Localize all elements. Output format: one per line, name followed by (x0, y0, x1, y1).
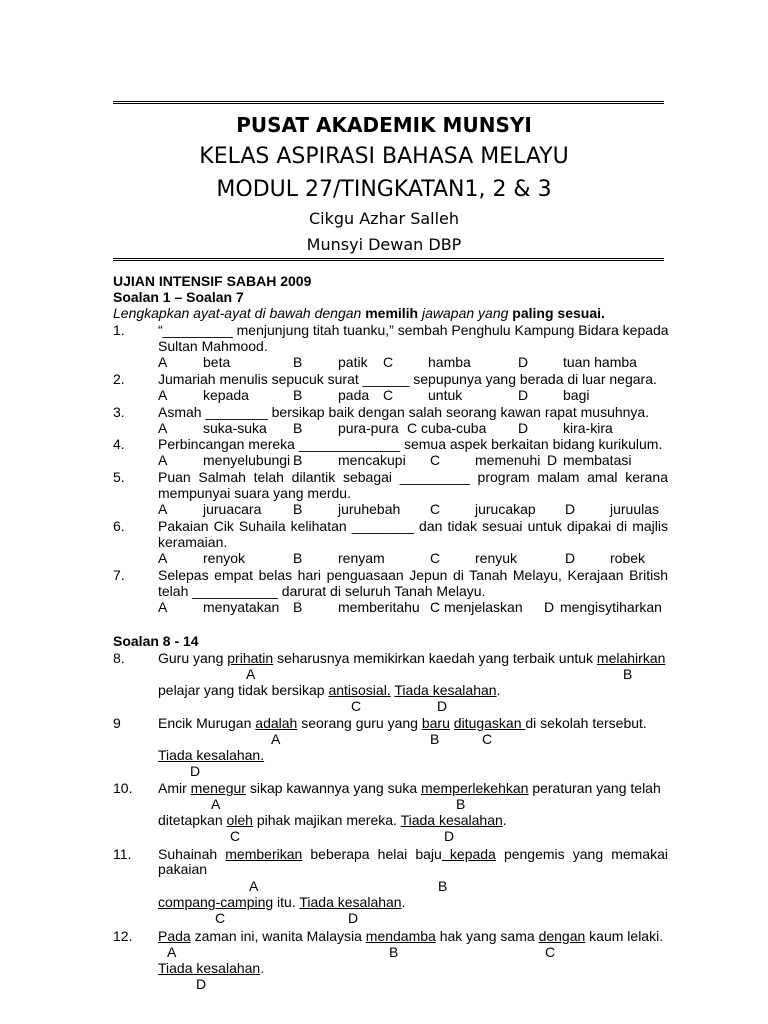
section-1-title: Soalan 1 – Soalan 7 (113, 289, 244, 305)
q9-marker-c: C (482, 731, 493, 747)
q11-text: itu. (273, 894, 300, 910)
q9-marker-b: B (430, 731, 440, 747)
q11-underlined-word: compang-camping (158, 894, 274, 910)
question-11-line-1 (158, 846, 668, 862)
question-3-text: Asmah ________ bersikap baik dengan salah seorang kawan rapat musuhnya. (158, 404, 650, 420)
q9-underlined-word: ditugaskan (453, 715, 526, 731)
q10-text: Amir (158, 780, 191, 796)
q8-text: pelajar yang tidak bersikap (158, 682, 329, 698)
q10-marker-b: B (456, 796, 466, 812)
option-text: renyam (338, 550, 385, 566)
question-1-number: 1. (113, 322, 125, 338)
question-5-text-cont: mempunyai suara yang merdu. (158, 485, 351, 501)
option-text: memenuhi (475, 452, 541, 468)
option-text: menyatakan (203, 599, 280, 615)
q10-underlined-word: memperlekehkan (421, 780, 529, 796)
option-text: tuan hamba (563, 354, 637, 370)
q10-underlined-word: oleh (226, 812, 253, 828)
q12-marker-c: C (545, 944, 556, 960)
option-letter: D (518, 420, 529, 436)
option-letter: B (293, 420, 303, 436)
option-text: robek (610, 550, 646, 566)
question-7-number: 7. (113, 567, 125, 583)
question-5-number: 5. (113, 469, 125, 485)
option-letter: A (158, 599, 168, 615)
option-letter: D (565, 501, 576, 517)
q10-text: . (502, 812, 507, 828)
q8-underlined-word: melahirkan (596, 650, 666, 666)
q12-underlined-word: Tiada kesalahan (158, 960, 261, 976)
option-text: suka-suka (203, 420, 267, 436)
option-letter: D (544, 599, 555, 615)
question-9-line-2 (158, 747, 264, 763)
question-10-line-1 (158, 780, 661, 796)
option-letter: C (407, 420, 418, 436)
q12-marker-d: D (196, 976, 207, 992)
option-letter: C (383, 387, 394, 403)
option-letter: A (158, 550, 168, 566)
q12-underlined-word: dengan (538, 928, 586, 944)
q11-text: Suhainah (158, 846, 226, 862)
q9-text: seorang guru yang (297, 715, 422, 731)
instruction-part-2: memilih (365, 305, 419, 321)
option-text: pura-pura (338, 420, 399, 436)
q8-underlined-word: antisosial. (328, 682, 391, 698)
question-7-text: Selepas empat belas hari penguasaan Jepun di Tanah Melayu, Kerajaan British (158, 567, 668, 583)
option-text: memberitahu (338, 599, 420, 615)
question-3-number: 3. (113, 404, 125, 420)
option-text: beta (203, 354, 231, 370)
option-text: C menjelaskan (430, 599, 523, 615)
q12-marker-b: B (389, 944, 399, 960)
option-letter: D (518, 387, 529, 403)
header-line-2: KELAS ASPIRASI BAHASA MELAYU (199, 144, 569, 169)
instruction-part-4: paling sesuai. (512, 305, 605, 321)
question-8-line-2 (158, 682, 500, 698)
q11-marker-a: A (249, 878, 259, 894)
option-text: renyuk (475, 550, 518, 566)
q8-marker-c: C (351, 698, 362, 714)
question-11-number: 11. (113, 846, 132, 862)
option-text: hamba (428, 354, 471, 370)
question-10-number: 10. (113, 780, 133, 796)
option-text: mengisytiharkan (560, 599, 662, 615)
q8-marker-a: A (246, 666, 256, 682)
question-10-line-2 (158, 812, 507, 828)
q12-marker-a: A (167, 944, 177, 960)
instruction-part-3: jawapan yang (418, 305, 513, 321)
q8-marker-b: B (623, 666, 633, 682)
option-text: renyok (203, 550, 246, 566)
question-11-line-2 (158, 894, 405, 910)
q9-underlined-word: adalah (255, 715, 298, 731)
option-text: membatasi (563, 452, 632, 468)
option-letter: B (293, 452, 303, 468)
option-text: juruhebah (338, 501, 401, 517)
option-text: juruulas (610, 501, 660, 517)
option-letter: A (158, 420, 168, 436)
option-text: pada (338, 387, 370, 403)
q10-marker-a: A (211, 796, 221, 812)
q9-text: di sekolah tersebut. (525, 715, 647, 731)
option-text: bagi (563, 387, 590, 403)
instruction-part-1: Lengkapkan ayat-ayat di bawah dengan (113, 305, 366, 321)
q11-text: . (401, 894, 406, 910)
q11-underlined-word: Tiada kesalahan (299, 894, 402, 910)
q12-text: . (260, 960, 265, 976)
q9-text: Encik Murugan (158, 715, 256, 731)
option-letter: A (158, 452, 168, 468)
header-line-1: PUSAT AKADEMIK MUNSYI (236, 113, 532, 137)
exam-title: UJIAN INTENSIF SABAH 2009 (113, 273, 312, 289)
question-4-text: Perbincangan mereka _____________ semua aspek berkaitan bidang kurikulum. (158, 436, 663, 452)
question-6-text-cont: keramaian. (158, 534, 228, 550)
question-11-line-1b: pakaian (158, 861, 208, 877)
q10-marker-d: D (444, 828, 455, 844)
option-text: cuba-cuba (421, 420, 487, 436)
q11-marker-c: C (215, 910, 226, 926)
question-1-text: “_________ menjunjung titah tuanku,” sembah Penghulu Kampung Bidara kepada (158, 322, 669, 338)
q11-underlined-word: kepada (441, 846, 496, 862)
q10-text: peraturan yang telah (528, 780, 661, 796)
question-8-number: 8. (113, 650, 125, 666)
question-12-line-1 (158, 928, 663, 944)
option-text: untuk (428, 387, 463, 403)
option-text: kira-kira (563, 420, 613, 436)
header-line-5: Munsyi Dewan DBP (306, 235, 462, 254)
q11-underlined-word: memberikan (225, 846, 303, 862)
option-letter: C (383, 354, 394, 370)
option-letter: C (430, 452, 441, 468)
question-2-text: Jumariah menulis sepucuk surat ______ sepupunya yang berada di luar negara. (158, 371, 657, 387)
option-letter: B (293, 599, 303, 615)
q9-underlined-word: baru (421, 715, 450, 731)
option-letter: B (293, 387, 303, 403)
q11-marker-d: D (348, 910, 359, 926)
q12-text: kaum lelaki. (585, 928, 664, 944)
header-line-4: Cikgu Azhar Salleh (308, 209, 460, 228)
option-letter: B (293, 354, 303, 370)
option-text: patik (338, 354, 368, 370)
option-text: juruacara (203, 501, 262, 517)
option-text: mencakupi (338, 452, 406, 468)
q8-text: seharusnya memikirkan kaedah yang terbaik untuk (273, 650, 597, 666)
section-1-instruction (113, 305, 605, 321)
q10-text: sikap kawannya yang suka (245, 780, 422, 796)
option-text: jurucakap (475, 501, 536, 517)
option-letter: C (430, 501, 441, 517)
question-2-number: 2. (113, 371, 125, 387)
q8-marker-d: D (437, 698, 448, 714)
question-9-line-1 (158, 715, 647, 731)
q10-underlined-word: Tiada kesalahan (400, 812, 503, 828)
option-letter: C (430, 550, 441, 566)
option-letter: A (158, 354, 168, 370)
question-6-number: 6. (113, 518, 125, 534)
question-12-line-2 (158, 960, 264, 976)
q8-underlined-word: prihatin (227, 650, 274, 666)
bottom-double-rule (113, 258, 664, 261)
q9-marker-d: D (190, 763, 201, 779)
q11-marker-b: B (438, 878, 448, 894)
option-letter: D (518, 354, 529, 370)
q8-underlined-word: Tiada kesalahan (394, 682, 497, 698)
question-9-number: 9 (113, 715, 121, 731)
q10-underlined-word: menegur (190, 780, 246, 796)
q8-text: . (496, 682, 501, 698)
option-text: menyelubungi (203, 452, 291, 468)
question-6-text: Pakaian Cik Suhaila kelihatan ________ dan tidak sesuai untuk dipakai di majlis (158, 518, 668, 534)
q10-marker-c: C (230, 828, 241, 844)
q12-underlined-word: Pada (158, 928, 191, 944)
question-7-text-cont: telah ___________ darurat di seluruh Tanah Melayu. (158, 583, 486, 599)
q9-underlined-word: Tiada kesalahan. (158, 747, 265, 763)
q11-text: beberapa helai baju (302, 846, 442, 862)
option-letter: A (158, 387, 168, 403)
option-text: kepada (203, 387, 249, 403)
q9-marker-a: A (271, 731, 281, 747)
q12-text: zaman ini, wanita Malaysia (190, 928, 366, 944)
q12-underlined-word: mendamba (365, 928, 436, 944)
option-letter: D (547, 452, 558, 468)
option-letter: B (293, 501, 303, 517)
option-letter: A (158, 501, 168, 517)
question-8-line-1 (158, 650, 665, 666)
q11-text: pengemis yang memakai (495, 846, 668, 862)
option-letter: D (565, 550, 576, 566)
question-5-text: Puan Salmah telah dilantik sebagai _________ program malam amal kerana (158, 469, 668, 485)
option-letter: B (293, 550, 303, 566)
q10-text: ditetapkan (158, 812, 227, 828)
question-12-number: 12. (113, 928, 133, 944)
question-4-number: 4. (113, 436, 125, 452)
question-1-text-cont: Sultan Mahmood. (158, 338, 268, 354)
header-line-3: MODUL 27/TINGKATAN1, 2 & 3 (216, 177, 552, 202)
q10-text: pihak majikan mereka. (252, 812, 401, 828)
top-double-rule (113, 101, 664, 104)
section-2-title: Soalan 8 - 14 (113, 633, 199, 649)
q8-text: Guru yang (158, 650, 228, 666)
q12-text: hak yang sama (435, 928, 539, 944)
